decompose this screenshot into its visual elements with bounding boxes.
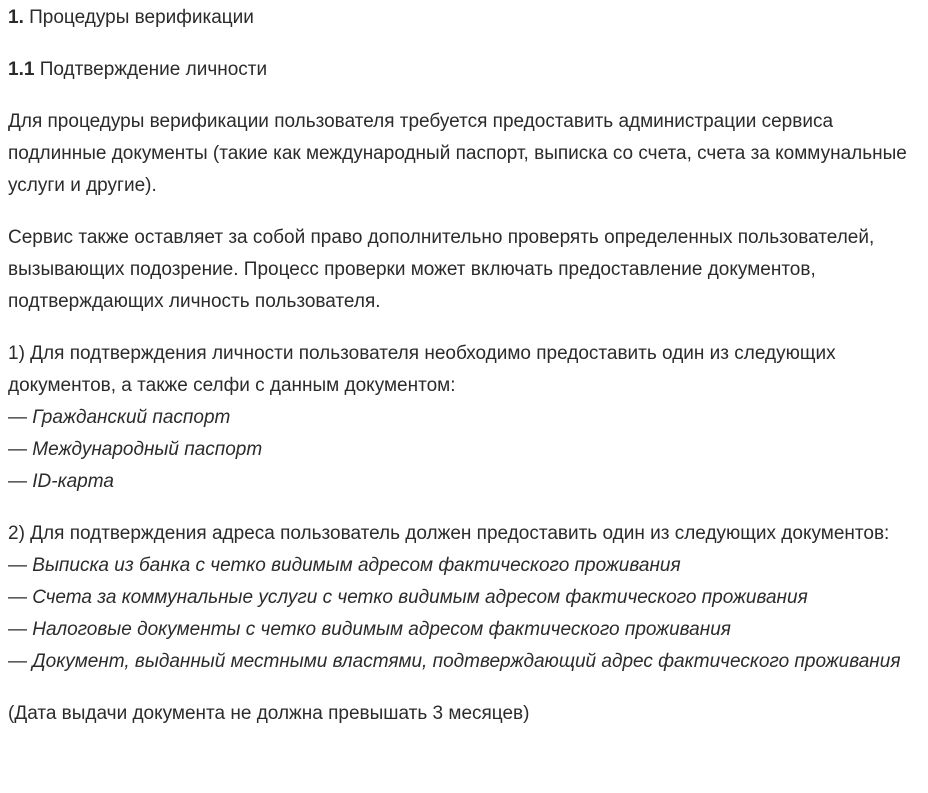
list-item	[8, 646, 920, 678]
dash-marker: —	[8, 407, 27, 428]
identity-block	[8, 338, 920, 498]
list-item-text: Счета за коммунальные услуги с четко видимым адресом фактического проживания	[32, 587, 808, 608]
paragraph-additional-check: Сервис также оставляет за собой право дополнительно проверять определенных пользователей, вызывающих подозрение. Процесс проверки может включать предоставление документов, подтверждающих личность пользователя.	[8, 227, 875, 312]
section-title: Процедуры верификации	[29, 7, 254, 28]
list-item-text: Международный паспорт	[32, 439, 263, 460]
subsection-number: 1.1	[8, 59, 35, 80]
list-item	[8, 466, 920, 498]
list-item-text: Выписка из банка с четко видимым адресом фактического проживания	[32, 555, 681, 576]
dash-marker: —	[8, 471, 27, 492]
identity-intro: 1) Для подтверждения личности пользователя необходимо предоставить один из следующих документов, а также селфи с данным документом:	[8, 343, 836, 396]
list-item-text: ID-карта	[32, 471, 114, 492]
list-item-text: Налоговые документы с четко видимым адресом фактического проживания	[32, 619, 731, 640]
address-intro: 2) Для подтверждения адреса пользователь должен предоставить один из следующих документов:	[8, 523, 890, 544]
address-block	[8, 518, 920, 678]
list-item	[8, 550, 920, 582]
list-item	[8, 614, 920, 646]
paragraph-documents: Для процедуры верификации пользователя требуется предоставить администрации сервиса подлинные документы (такие как международный паспорт, выписка со счета, счета за коммунальные услуги и другие).	[8, 111, 907, 196]
subsection-title: Подтверждение личности	[39, 59, 268, 80]
dash-marker: —	[8, 555, 27, 576]
date-note: (Дата выдачи документа не должна превышать 3 месяцев)	[8, 703, 530, 724]
list-item-text: Гражданский паспорт	[32, 407, 231, 428]
list-item	[8, 402, 920, 434]
dash-marker: —	[8, 587, 27, 608]
list-item-text: Документ, выданный местными властями, подтверждающий адрес фактического проживания	[32, 651, 901, 672]
subsection-heading	[8, 54, 920, 86]
dash-marker: —	[8, 619, 27, 640]
section-heading	[8, 2, 920, 34]
list-item	[8, 582, 920, 614]
section-number: 1.	[8, 7, 24, 28]
dash-marker: —	[8, 439, 27, 460]
list-item	[8, 434, 920, 466]
dash-marker: —	[8, 651, 27, 672]
